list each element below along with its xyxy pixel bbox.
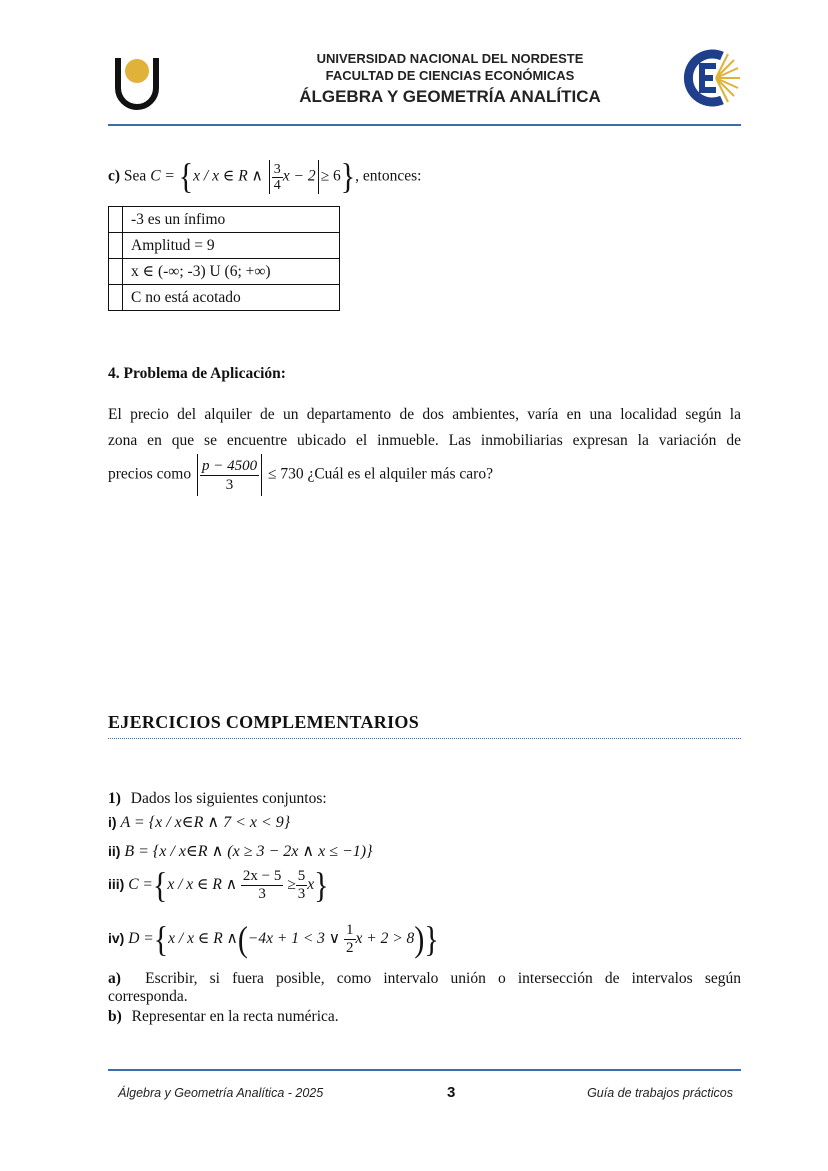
set-part-2: x + 2 > 8 <box>355 930 415 948</box>
item-c-sea: Sea <box>123 167 147 185</box>
set-expression: B = {x / x∈R ∧ (x ≥ 3 − 2x ∧ x ≤ −1)} <box>124 843 373 860</box>
fraction-price: $\frac{p - 4500}{3}$ <box>201 457 258 493</box>
option-checkbox[interactable] <box>109 207 123 233</box>
abs-tail: x − 2 <box>282 167 316 185</box>
instruction-b-label: b) <box>108 1008 122 1025</box>
set-c-comparison: ≥ 6 <box>320 167 341 185</box>
instruction-b-text: Representar en la recta numérica. <box>131 1008 339 1025</box>
question-text: ¿Cuál es el alquiler más caro? <box>307 465 493 483</box>
option-row[interactable] <box>109 207 340 233</box>
set-condition: x / x ∈ R ∧ <box>167 876 238 894</box>
complementarios-heading: EJERCICIOS COMPLEMENTARIOS <box>108 712 420 732</box>
university-name: UNIVERSIDAD NACIONAL DEL NORDESTE <box>316 51 584 66</box>
set-ii <box>108 841 373 862</box>
fraction-2x-minus-5: $\frac{2x - 5}{3}$ <box>242 868 282 902</box>
set-label: ii) <box>108 843 121 859</box>
exercise-1-intro <box>108 789 327 809</box>
set-comparison: ≥ <box>287 876 296 894</box>
option-text: Amplitud = 9 <box>123 233 340 259</box>
set-expression: A = {x / x∈R ∧ 7 < x < 9} <box>120 814 291 831</box>
option-row[interactable] <box>109 233 340 259</box>
set-c-lhs: C = <box>150 167 175 185</box>
set-iii <box>108 865 329 905</box>
close-brace: } <box>314 865 329 905</box>
close-brace: } <box>340 156 356 197</box>
option-row[interactable] <box>109 259 340 285</box>
item-c-entonces: , entonces: <box>355 167 422 185</box>
set-lhs: D = <box>128 930 154 948</box>
header-title-block <box>240 50 660 109</box>
footer-divider <box>108 1069 741 1071</box>
faculty-logo <box>676 46 742 110</box>
item-c-label: c) <box>108 167 121 185</box>
price-comparison: ≤ 730 <box>267 465 304 483</box>
option-text: -3 es un ínfimo <box>123 207 340 233</box>
instruction-a <box>108 969 741 1007</box>
fraction-five-thirds: $\frac{5}{3}$ <box>297 868 306 902</box>
set-part-1: −4x + 1 < 3 ∨ <box>247 930 341 948</box>
set-label: iv) <box>108 930 125 947</box>
faculty-name: FACULTAD DE CIENCIAS ECONÓMICAS <box>325 68 575 83</box>
fraction-one-half: $\frac{1}{2}$ <box>346 922 354 956</box>
set-tail: x <box>307 876 315 894</box>
course-title: ÁLGEBRA Y GEOMETRÍA ANALÍTICA <box>299 87 601 106</box>
exercise-1-text: Dados los siguientes conjuntos: <box>130 790 327 807</box>
abs-bar-right <box>318 160 319 194</box>
set-condition: x / x ∈ R ∧ <box>168 930 238 948</box>
set-iv <box>108 919 439 959</box>
option-checkbox[interactable] <box>109 259 123 285</box>
set-c-condition: x / x ∈ R ∧ <box>193 167 263 185</box>
section-4-paragraph <box>108 405 741 451</box>
section-4-heading: 4. Problema de Aplicación: <box>108 365 286 382</box>
option-checkbox[interactable] <box>109 285 123 311</box>
set-label: iii) <box>108 876 125 893</box>
page-number: 3 <box>447 1084 456 1101</box>
footer-guide: Guía de trabajos prácticos <box>587 1086 733 1100</box>
exercise-1-number: 1) <box>108 790 121 807</box>
instruction-a-line: a) Escribir, si fuera posible, como intervalo unión o intersección de intervalos según <box>108 970 741 987</box>
footer-course: Álgebra y Geometría Analítica - 2025 <box>118 1086 324 1100</box>
set-label: i) <box>108 814 117 830</box>
instruction-b <box>108 1007 339 1027</box>
section-4-formula-line <box>108 454 493 496</box>
option-text: C no está acotado <box>123 285 340 311</box>
close-brace: } <box>424 919 439 959</box>
fraction-three-quarters: $\frac{3}{4}$ <box>273 161 281 193</box>
item-c-statement <box>108 156 608 197</box>
set-i <box>108 812 290 833</box>
open-brace: { <box>153 919 169 959</box>
option-checkbox[interactable] <box>109 233 123 259</box>
option-text: x ∈ (-∞; -3) U (6; +∞) <box>123 259 340 285</box>
item-c-options-table <box>108 206 340 311</box>
option-row[interactable] <box>109 285 340 311</box>
close-paren: ) <box>414 919 425 959</box>
paragraph-line: zona en que se encuentre ubicado el inmueble. Las inmobiliarias expresan la variación de <box>108 432 741 449</box>
open-brace: { <box>152 865 168 905</box>
precios-como: precios como <box>108 465 192 483</box>
open-paren: ( <box>237 919 248 959</box>
set-lhs: C = <box>128 876 153 894</box>
university-logo <box>113 52 161 114</box>
paragraph-line: El precio del alquiler de un departamento de dos ambientes, varía en una localidad según la <box>108 406 741 423</box>
abs-bar-left <box>197 454 198 496</box>
complementarios-divider <box>108 738 741 739</box>
open-brace: { <box>178 156 194 197</box>
instruction-a-continuation: corresponda. <box>108 988 188 1005</box>
abs-bar-right <box>261 454 262 496</box>
header-divider <box>108 124 741 126</box>
abs-bar-left <box>269 160 270 194</box>
